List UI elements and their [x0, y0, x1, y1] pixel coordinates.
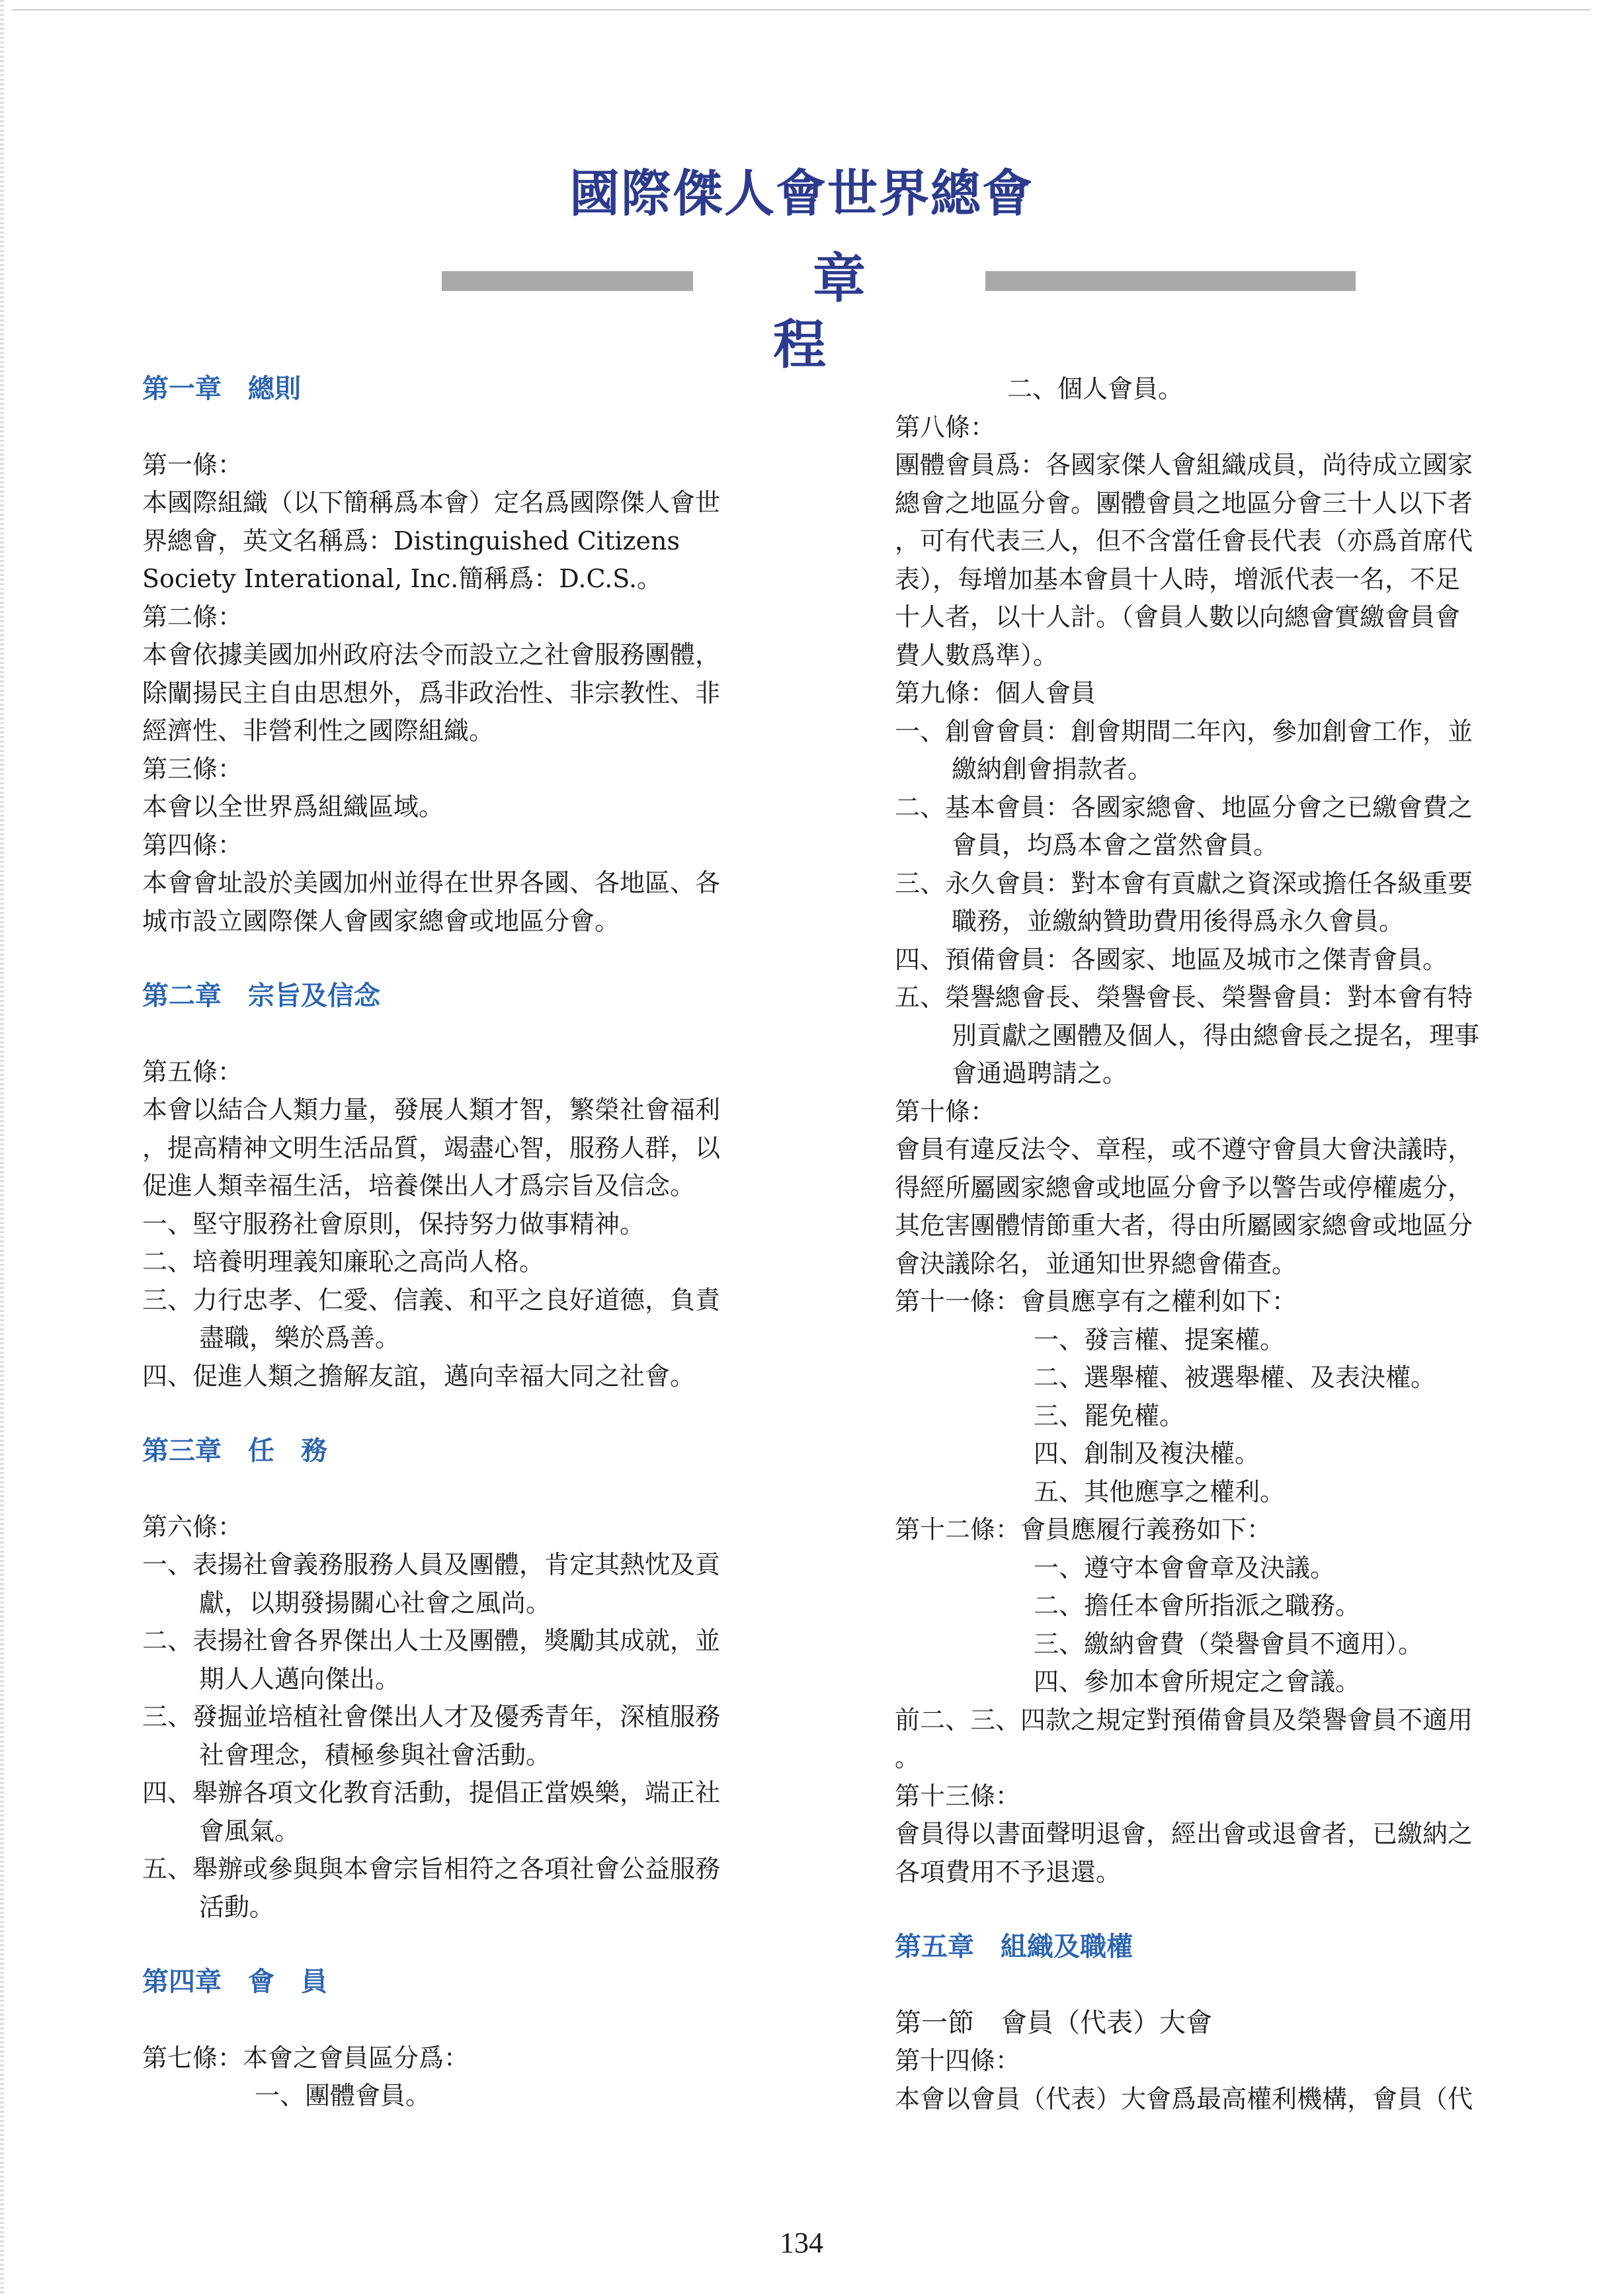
document-subtitle: 章程: [773, 248, 945, 376]
list-item: 二、培養明理義知廉恥之高尚人格。: [142, 1247, 545, 1276]
list-item: 一、團體會員。: [255, 2081, 431, 2110]
subtitle-row: [0, 246, 1603, 376]
article-text: 會員得以書面聲明退會，經出會或退會者，已繳納之: [895, 1819, 1473, 1848]
article-heading: 第十二條：會員應履行義務如下：: [895, 1515, 1272, 1544]
section-heading: 第一節 會員（代表）大會: [895, 2007, 1212, 2038]
list-item-continued: 會員，均爲本會之當然會員。: [952, 831, 1279, 860]
list-item: 三、罷免權。: [1034, 1401, 1185, 1430]
list-item: 四、參加本會所規定之會議。: [1034, 1667, 1361, 1696]
article-text: ，提高精神文明生活品質，竭盡心智，服務人群，以: [142, 1133, 721, 1163]
article-heading: 第十一條：會員應享有之權利如下：: [895, 1287, 1297, 1316]
article-text: 本會以結合人類力量，發展人類才智，繁榮社會福利: [142, 1095, 721, 1124]
article-text: 總會之地區分會。團體會員之地區分會三十人以下者: [895, 488, 1473, 518]
list-item: 二、表揚社會各界傑出人士及團體，獎勵其成就，並: [142, 1626, 721, 1655]
list-item-continued: 獻，以期發揚關心社會之風尚。: [199, 1588, 552, 1618]
chapter-heading: 第四章 會 員: [142, 1967, 327, 1997]
article-text: 。: [895, 1743, 921, 1772]
list-item: 三、永久會員：對本會有貢獻之資深或擔任各級重要: [895, 868, 1473, 898]
chapter-heading: 第二章 宗旨及信念: [142, 981, 380, 1011]
list-item: 四、促進人類之擔解友誼，邁向幸福大同之社會。: [142, 1361, 696, 1391]
article-text: 各項費用不予退還。: [895, 1857, 1122, 1887]
left-column: [142, 370, 797, 2115]
subtitle-bar-right: [985, 271, 1356, 291]
article-text: 會員有違反法令、章程，或不遵守會員大會決議時，: [895, 1135, 1473, 1164]
article-text: 會決議除名，並通知世界總會備查。: [895, 1249, 1297, 1278]
article-text: 本國際組織（以下簡稱爲本會）定名爲國際傑人會世: [142, 488, 721, 517]
list-item: 一、堅守服務社會原則，保持努力做事精神。: [142, 1209, 645, 1239]
article-text: 其危害團體情節重大者，得由所屬國家總會或地區分: [895, 1211, 1473, 1240]
article-heading: 第十三條：: [895, 1781, 1021, 1811]
chapter-heading: 第一章 總則: [142, 374, 301, 404]
document-title: 國際傑人會世界總會: [569, 164, 1034, 223]
list-item: 二、個人會員。: [1007, 374, 1184, 403]
list-item-continued: 繳納創會捐款者。: [952, 755, 1153, 784]
article-text: 除闡揚民主自由思想外，爲非政治性、非宗教性、非: [142, 678, 721, 708]
list-item-continued: 會風氣。: [199, 1816, 300, 1846]
list-item-continued: 期人人邁向傑出。: [199, 1664, 401, 1694]
list-item: 四、預備會員：各國家、地區及城市之傑青會員。: [895, 944, 1448, 974]
article-heading: 第七條：本會之會員區分爲：: [142, 2043, 470, 2072]
article-heading: 第二條：: [142, 602, 243, 632]
article-heading: 第一條：: [142, 450, 243, 479]
list-item-continued: 職務，並繳納贊助費用後得爲永久會員。: [952, 907, 1405, 936]
article-text: 前二、三、四款之規定對預備會員及榮譽會員不適用: [895, 1705, 1473, 1735]
right-column: [895, 370, 1549, 2118]
list-item: 一、表揚社會義務服務人員及團體，肯定其熱忱及貢: [142, 1550, 721, 1579]
list-item: 三、發掘並培植社會傑出人才及優秀青年，深植服務: [142, 1702, 721, 1731]
article-text: 促進人類幸福生活，培養傑出人才爲宗旨及信念。: [142, 1171, 696, 1200]
article-heading: 第三條：: [142, 754, 243, 784]
article-heading: 第八條：: [895, 412, 996, 442]
article-text: 十人者，以十人計。（會員人數以向總會實繳會員會: [895, 602, 1461, 632]
list-item: 二、選舉權、被選舉權、及表決權。: [1034, 1363, 1436, 1392]
article-text: 團體會員爲：各國家傑人會組織成員，尚待成立國家: [895, 450, 1473, 479]
article-text: ，可有代表三人，但不含當任會長代表（亦爲首席代: [895, 526, 1473, 555]
list-item: 三、繳納會費（榮譽會員不適用）。: [1034, 1629, 1424, 1659]
article-heading: 第九條：個人會員: [895, 678, 1096, 708]
page-number: 134: [780, 2227, 823, 2259]
list-item: 一、創會會員：創會期間二年內，參加創會工作，並: [895, 716, 1473, 746]
article-text: 本會會址設於美國加州並得在世界各國、各地區、各: [142, 868, 721, 897]
list-item: 四、舉辦各項文化教育活動，提倡正當娛樂，端正社: [142, 1778, 721, 1807]
article-text: 得經所屬國家總會或地區分會予以警告或停權處分，: [895, 1172, 1473, 1202]
list-item: 二、基本會員：各國家總會、地區分會之已繳會費之: [895, 792, 1473, 822]
chapter-heading: 第五章 組織及職權: [895, 1932, 1133, 1962]
article-text: 經濟性、非營利性之國際組織。: [142, 716, 495, 745]
article-text: 本會以全世界爲組織區域。: [142, 792, 444, 821]
list-item-continued: 活動。: [199, 1892, 275, 1922]
article-text: 本會以會員（代表）大會爲最高權利機構，會員（代: [895, 2084, 1473, 2113]
list-item-continued: 別貢獻之團體及個人，得由總會長之提名，理事: [952, 1020, 1480, 1050]
article-heading: 第十四條：: [895, 2046, 1021, 2075]
list-item-continued: 會通過聘請之。: [952, 1059, 1128, 1088]
list-item: 一、遵守本會會章及決議。: [1034, 1553, 1336, 1582]
article-heading: 第十條：: [895, 1096, 996, 1126]
scan-edge: [0, 0, 4, 2296]
article-heading: 第四條：: [142, 830, 243, 860]
chapter-heading: 第三章 任 務: [142, 1436, 327, 1466]
list-item: 一、發言權、提案權。: [1034, 1325, 1286, 1354]
article-text: 費人數爲準）。: [895, 640, 1059, 670]
list-item: 五、舉辦或參與與本會宗旨相符之各項社會公益服務: [142, 1854, 721, 1883]
article-text: 城市設立國際傑人會國家總會或地區分會。: [142, 906, 620, 936]
article-text: 界總會，英文名稱爲：Distinguished Citizens: [142, 526, 680, 555]
list-item: 五、其他應享之權利。: [1034, 1477, 1286, 1506]
article-text: 本會依據美國加州政府法令而設立之社會服務團體，: [142, 640, 721, 669]
list-item: 四、創制及複決權。: [1034, 1439, 1260, 1468]
article-heading: 第六條：: [142, 1512, 243, 1541]
list-item: 二、擔任本會所指派之職務。: [1034, 1591, 1361, 1620]
article-text: 表），每增加基本會員十人時，增派代表一名，不足: [895, 564, 1461, 594]
list-item: 三、力行忠孝、仁愛、信義、和平之良好道德，負責: [142, 1285, 721, 1315]
article-text: Society Interational, Inc.簡稱爲：D.C.S.。: [142, 564, 663, 593]
subtitle-bar-left: [442, 271, 693, 291]
article-heading: 第五條：: [142, 1057, 243, 1086]
top-rule: [12, 9, 1591, 11]
list-item: 五、榮譽總會長、榮譽會長、榮譽會員：對本會有特: [895, 983, 1473, 1012]
list-item-continued: 社會理念，積極參與社會活動。: [199, 1740, 552, 1770]
list-item-continued: 盡職，樂於爲善。: [199, 1323, 401, 1352]
